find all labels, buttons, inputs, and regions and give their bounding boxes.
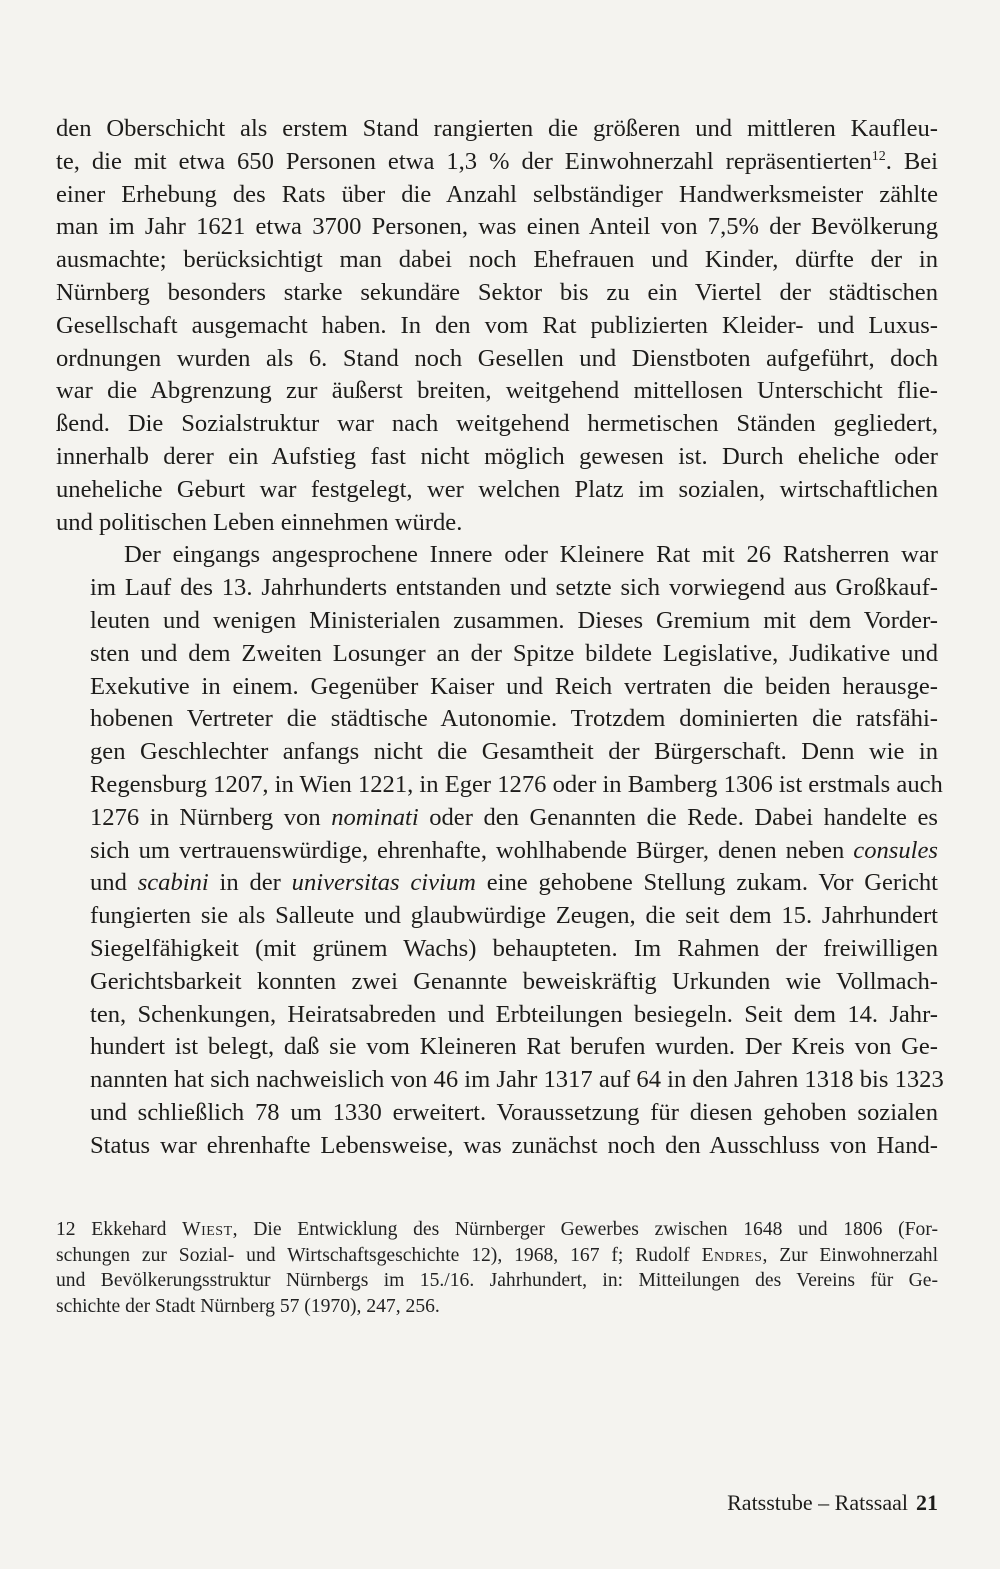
author-name: Wiest bbox=[182, 1219, 233, 1240]
text-line-part: in der bbox=[208, 869, 292, 897]
footnote bbox=[56, 1217, 938, 1319]
text-line: im Lauf des 13. Jahrhunderts entstanden und setzte sich vorwiegend aus Großkauf- bbox=[90, 574, 938, 602]
footnote-line: und Bevölkerungsstruktur Nürnbergs im 15./16. Jahrhundert, in: Mitteilungen des Vereins für Ge- bbox=[56, 1270, 938, 1291]
footnote-number: 12 bbox=[56, 1219, 76, 1240]
text-line: Siegelfähigkeit (mit grünem Wachs) behaupteten. Im Rahmen der freiwilligen bbox=[90, 934, 938, 962]
footnote-line bbox=[56, 1243, 938, 1269]
page-number: 21 bbox=[916, 1490, 938, 1515]
author-name: Endres bbox=[701, 1244, 763, 1266]
paragraph-2 bbox=[56, 539, 944, 1162]
text-line: innerhalb derer ein Aufstieg fast nicht möglich gewesen ist. Durch eheliche oder bbox=[56, 442, 938, 470]
footnote-reference[interactable]: 12 bbox=[871, 148, 886, 164]
text-line: einer Erhebung des Rats über die Anzahl selbständiger Handwerksmeister zählte bbox=[56, 180, 938, 208]
text-line-part: . Bei bbox=[885, 147, 939, 175]
text-line: ordnungen wurden als 6. Stand noch Gesellen und Dienstboten aufgeführt, doch bbox=[56, 344, 938, 372]
latin-term: consules bbox=[853, 836, 938, 864]
running-footer bbox=[727, 1490, 938, 1516]
text-line: ßend. Die Sozialstruktur war nach weitgehend hermetischen Ständen gegliedert, bbox=[56, 410, 938, 438]
footnote-line: schichte der Stadt Nürnberg 57 (1970), 247, 256. bbox=[56, 1295, 440, 1317]
text-line: ten, Schenkungen, Heiratsabreden und Erbteilungen besiegeln. Seit dem 14. Jahr- bbox=[90, 1000, 938, 1028]
text-line-part: und bbox=[90, 869, 138, 897]
text-line: war die Abgrenzung zur äußerst breiten, weitgehend mittellosen Unterschicht flie- bbox=[56, 377, 938, 405]
text-line: Exekutive in einem. Gegenüber Kaiser und Reich vertraten die beiden herausge- bbox=[90, 672, 938, 700]
footnote-line bbox=[56, 1217, 938, 1243]
text-line: Der eingangs angesprochene Innere oder Kleinere Rat mit 26 Ratsherren war bbox=[124, 541, 938, 569]
text-line: fungierten sie als Salleute und glaubwürdige Zeugen, die seit dem 15. Jahrhundert bbox=[90, 902, 938, 930]
paragraph-1 bbox=[56, 113, 938, 539]
text-line: leuten und wenigen Ministerialen zusammen. Dieses Gremium mit dem Vorder- bbox=[90, 606, 938, 634]
text-line: ausmachte; berücksichtigt man dabei noch Ehefrauen und Kinder, dürfte der in bbox=[56, 246, 938, 274]
footnote-text: , Die Entwicklung des Nürnberger Gewerbes zwischen 1648 und 1806 (For- bbox=[232, 1219, 938, 1240]
text-line: Nürnberg besonders starke sekundäre Sektor bis zu ein Viertel der städtischen bbox=[56, 278, 938, 306]
text-line bbox=[56, 146, 938, 179]
latin-term: scabini bbox=[137, 869, 209, 897]
main-text bbox=[56, 113, 944, 1163]
text-line: hobenen Vertreter die städtische Autonomie. Trotzdem dominierten die ratsfähi- bbox=[90, 705, 938, 733]
text-line: und schließlich 78 um 1330 erweitert. Voraussetzung für diesen gehoben sozialen bbox=[90, 1098, 938, 1126]
footnote-text: schungen zur Sozial- und Wirtschaftsgeschichte 12), 1968, 167 f; Rudolf bbox=[56, 1244, 702, 1266]
text-line bbox=[56, 867, 938, 900]
footnote-text: , Zur Einwohnerzahl bbox=[762, 1244, 939, 1266]
text-line: und politischen Leben einnehmen würde. bbox=[56, 508, 463, 536]
text-line: uneheliche Geburt war festgelegt, wer welchen Platz im sozialen, wirtschaftlichen bbox=[56, 475, 938, 503]
latin-term: universitas civium bbox=[291, 869, 476, 897]
text-line: den Oberschicht als erstem Stand rangierten die größeren und mittleren Kaufleu- bbox=[56, 115, 938, 142]
text-line bbox=[56, 802, 938, 835]
text-line: Gesellschaft ausgemacht haben. In den vom Rat publizierten Kleider- und Luxus- bbox=[56, 311, 938, 339]
text-line bbox=[56, 835, 938, 868]
text-line-part: eine gehobene Stellung zukam. Vor Gericht bbox=[475, 869, 938, 897]
latin-term: nominati bbox=[331, 803, 419, 831]
text-line: nannten hat sich nachweislich von 46 im Jahr 1317 auf 64 in den Jahren 1318 bis 1323 bbox=[90, 1066, 944, 1094]
running-title: Ratsstube – Ratssaal bbox=[727, 1490, 908, 1515]
text-line-part: oder den Genannten die Rede. Dabei handelte es bbox=[418, 803, 938, 831]
text-line-part: 1276 in Nürnberg von bbox=[90, 803, 332, 831]
footnote-text: Ekkehard bbox=[75, 1219, 183, 1240]
text-line: hundert ist belegt, daß sie vom Kleineren Rat berufen wurden. Der Kreis von Ge- bbox=[90, 1033, 938, 1061]
text-line-part: sich um vertrauenswürdige, ehrenhafte, wohlhabende Bürger, denen neben bbox=[90, 836, 854, 864]
text-line-part: te, die mit etwa 650 Personen etwa 1,3 % der Einwohnerzahl repräsentierten bbox=[56, 147, 872, 175]
text-line: Regensburg 1207, in Wien 1221, in Eger 1276 oder in Bamberg 1306 ist erstmals auch bbox=[90, 770, 943, 798]
text-line: sten und dem Zweiten Losunger an der Spitze bildete Legislative, Judikative und bbox=[90, 639, 938, 667]
text-line: Gerichtsbarkeit konnten zwei Genannte beweiskräftig Urkunden wie Vollmach- bbox=[90, 967, 938, 995]
text-line: man im Jahr 1621 etwa 3700 Personen, was einen Anteil von 7,5% der Bevölkerung bbox=[56, 213, 938, 241]
text-line: gen Geschlechter anfangs nicht die Gesamtheit der Bürgerschaft. Denn wie in bbox=[90, 738, 938, 766]
text-line: Status war ehrenhafte Lebensweise, was zunächst noch den Ausschluss von Hand- bbox=[90, 1131, 938, 1159]
